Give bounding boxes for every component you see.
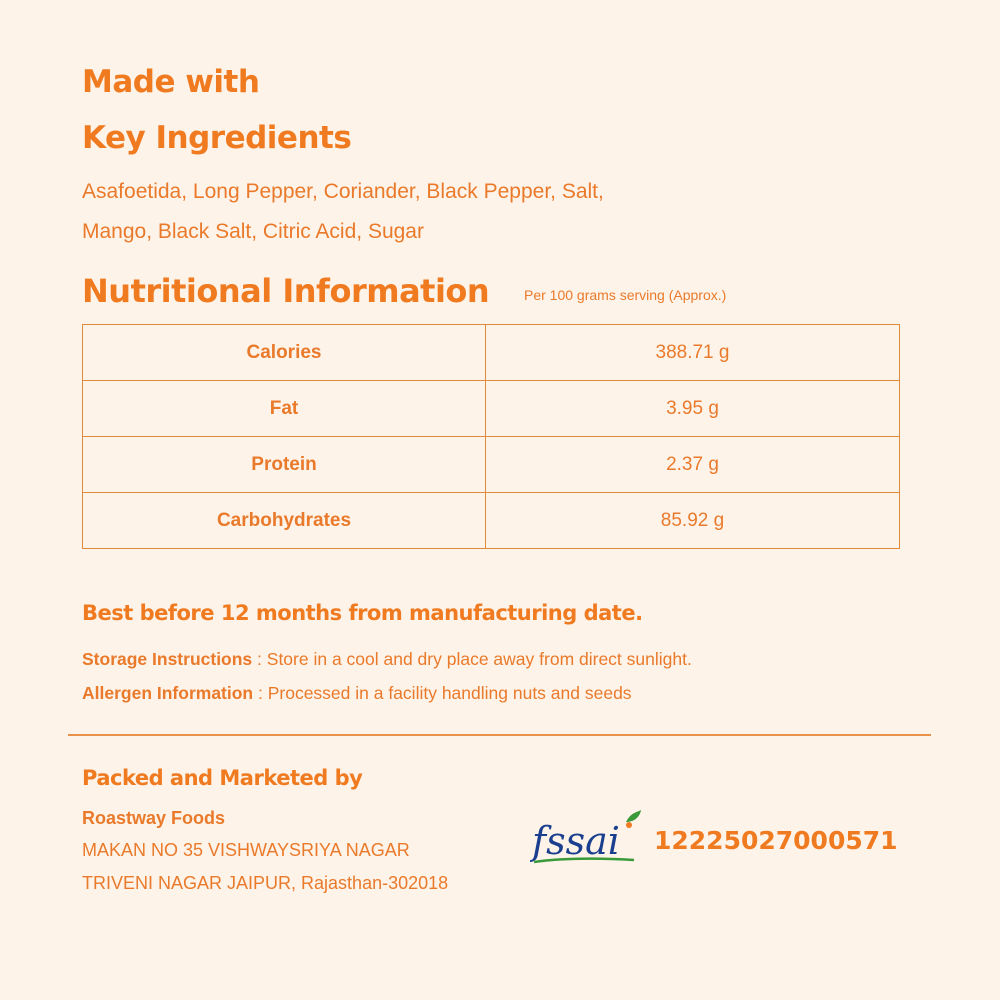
allergen-information	[82, 683, 632, 704]
storage-label: Storage Instructions	[82, 649, 253, 669]
table-row	[83, 437, 900, 493]
packed-marketed-title: Packed and Marketed by	[82, 766, 363, 790]
nutrient-value: 3.95 g	[486, 381, 900, 437]
nutrient-label: Carbohydrates	[83, 493, 486, 549]
storage-text: Store in a cool and dry place away from direct sunlight.	[266, 649, 692, 669]
nutrient-label: Protein	[83, 437, 486, 493]
storage-separator: :	[252, 649, 267, 669]
table-row	[83, 493, 900, 549]
section-divider	[68, 734, 931, 736]
ingredients-list	[82, 172, 842, 252]
ingredients-line-1: Asafoetida, Long Pepper, Coriander, Black Pepper, Salt,	[82, 180, 604, 203]
company-name: Roastway Foods	[82, 808, 226, 828]
ingredients-line-2: Mango, Black Salt, Citric Acid, Sugar	[82, 220, 424, 243]
fssai-dot-icon	[626, 822, 632, 828]
table-row	[83, 325, 900, 381]
nutrition-table	[82, 324, 900, 549]
nutrient-value: 2.37 g	[486, 437, 900, 493]
nutrition-title: Nutritional Information	[82, 272, 490, 310]
fssai-leaf-icon	[626, 810, 641, 822]
nutrition-subtitle: Per 100 grams serving (Approx.)	[524, 287, 727, 303]
nutrient-label: Fat	[83, 381, 486, 437]
allergen-separator: :	[253, 683, 268, 703]
fssai-logo-text: fssai	[532, 819, 620, 863]
nutrient-value: 388.71 g	[486, 325, 900, 381]
allergen-label: Allergen Information	[82, 683, 254, 703]
fssai-license-number: 12225027000571	[654, 826, 898, 855]
table-row	[83, 381, 900, 437]
nutrient-value: 85.92 g	[486, 493, 900, 549]
address-line-2: TRIVENI NAGAR JAIPUR, Rajasthan-302018	[82, 873, 449, 893]
allergen-text: Processed in a facility handling nuts and seeds	[267, 683, 632, 703]
heading-key-ingredients: Key Ingredients	[82, 120, 352, 156]
storage-instructions	[82, 649, 692, 670]
fssai-logo-icon	[530, 808, 645, 868]
nutrient-label: Calories	[83, 325, 486, 381]
address-line-1: MAKAN NO 35 VISHWAYSRIYA NAGAR	[82, 840, 410, 860]
shelf-life-note: Best before 12 months from manufacturing date.	[82, 601, 643, 625]
heading-made-with: Made with	[82, 64, 260, 100]
